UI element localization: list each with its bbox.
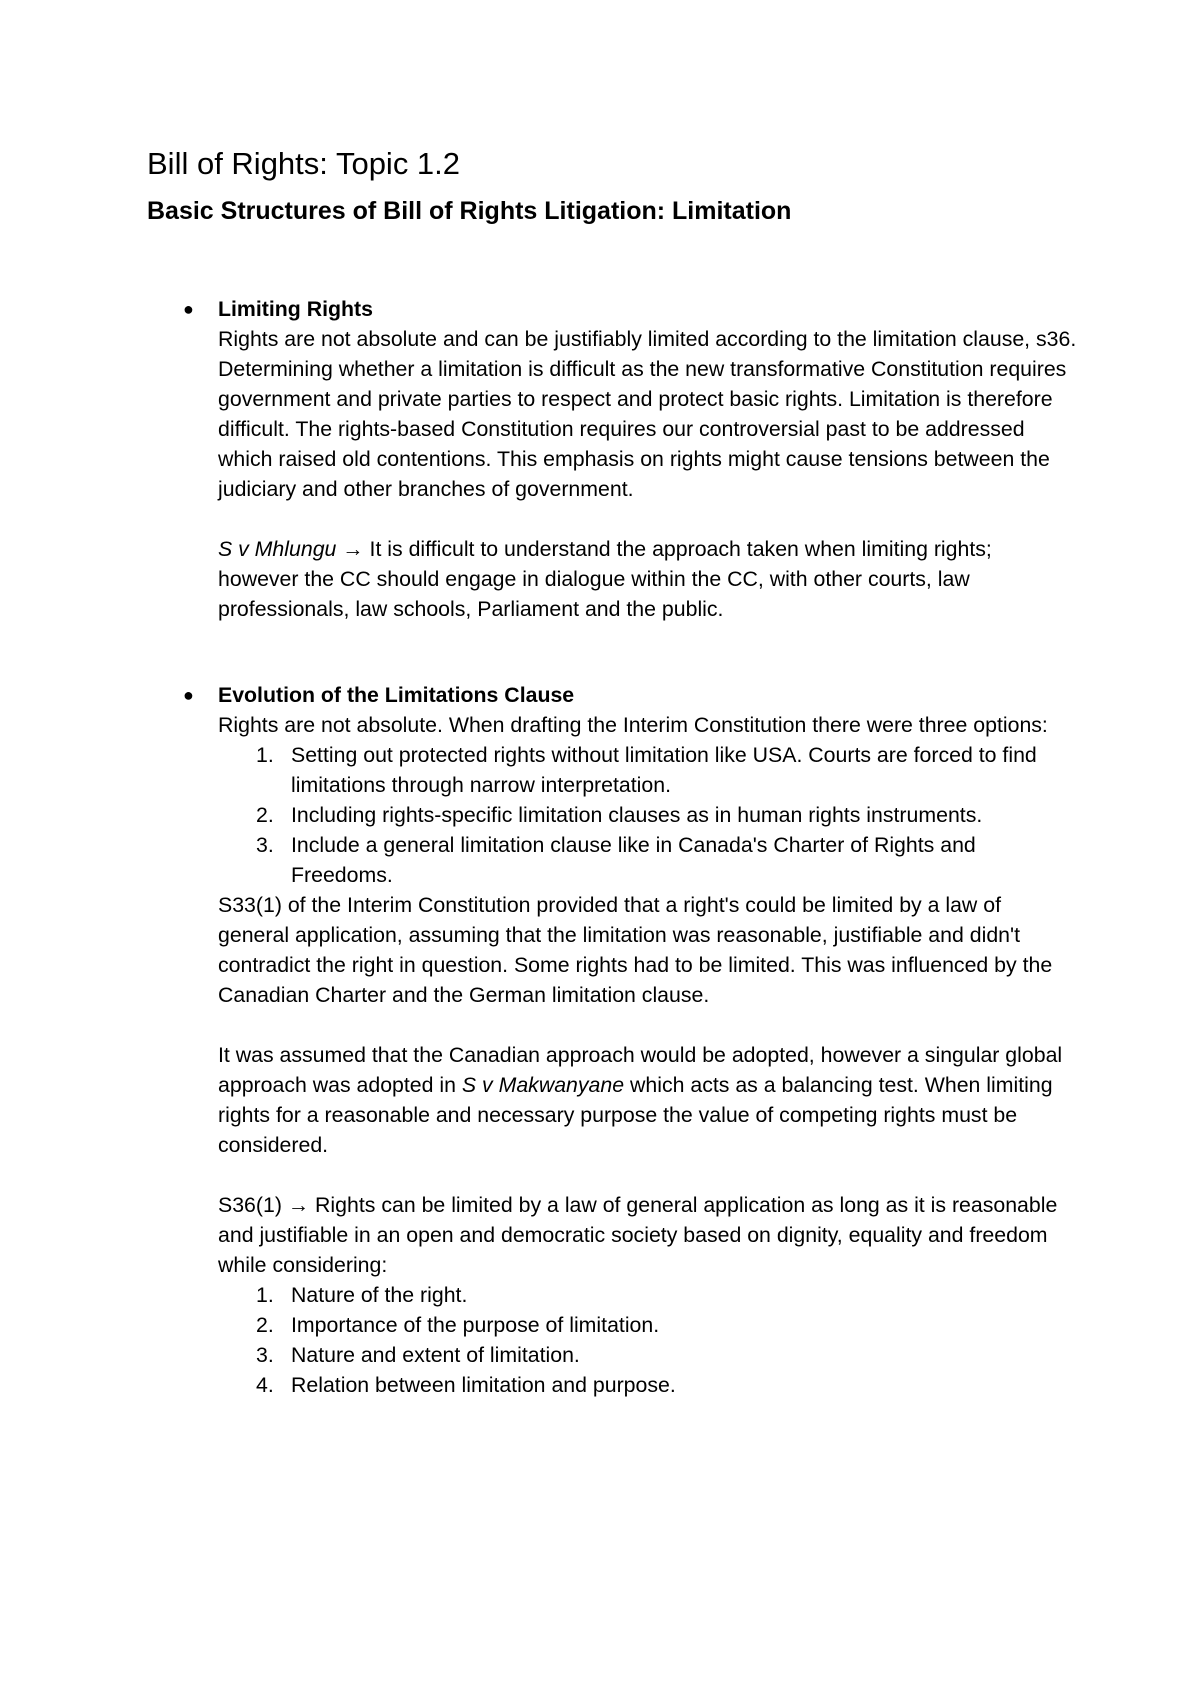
- list-item: [218, 800, 1077, 830]
- paragraph: [218, 1040, 1077, 1160]
- section-evolution: [147, 680, 1077, 1400]
- list-number: 3.: [256, 1343, 274, 1367]
- list-text: Nature of the right.: [291, 1283, 468, 1307]
- paragraph: Rights are not absolute. When drafting the Interim Constitution there were three options:: [218, 713, 1048, 737]
- bullet-icon: ●: [183, 299, 194, 319]
- list-item: [218, 740, 1077, 800]
- case-text: → It is difficult to understand the approach taken when limiting rights; however the CC should engage in dialogue within the CC, with other courts, law professionals, law schools, Parliament and the public.: [218, 537, 992, 621]
- case-name: S v Makwanyane: [461, 1073, 625, 1097]
- list-number: 2.: [256, 803, 274, 827]
- text-segment: which acts as a balancing test. When limiting rights for a reasonable and necessary purpose the value of competing rights must be considered.: [218, 1073, 1053, 1157]
- list-number: 4.: [256, 1373, 274, 1397]
- page-title: Bill of Rights: Topic 1.2: [147, 146, 461, 181]
- list-item: [218, 1280, 1077, 1310]
- list-item: [218, 1370, 1077, 1400]
- factors-list: [218, 1280, 1077, 1400]
- list-text: Setting out protected rights without limitation like USA. Courts are forced to find limitations through narrow interpretation.: [291, 743, 1037, 797]
- paragraph: S36(1) → Rights can be limited by a law of general application as long as it is reasonable and justifiable in an open and democratic society based on dignity, equality and freedom while considering:: [218, 1193, 1058, 1277]
- list-text: Importance of the purpose of limitation.: [291, 1313, 660, 1337]
- page-subtitle: Basic Structures of Bill of Rights Litigation: Limitation: [147, 197, 792, 225]
- list-text: Relation between limitation and purpose.: [291, 1373, 676, 1397]
- list-number: 2.: [256, 1313, 274, 1337]
- list-item: [218, 1310, 1077, 1340]
- list-text: Nature and extent of limitation.: [291, 1343, 580, 1367]
- bullet-icon: ●: [183, 685, 194, 705]
- paragraph: S33(1) of the Interim Constitution provided that a right's could be limited by a law of general application, assuming that the limitation was reasonable, justifiable and didn't contradict the right in question. Some rights had to be limited. This was influenced by the Canadian Charter and the German limitation clause.: [218, 893, 1053, 1007]
- section-heading: Limiting Rights: [218, 297, 373, 321]
- list-item: [218, 1340, 1077, 1370]
- text-segment: It was assumed that the Canadian approach would be adopted, however a singular global approach was adopted in: [218, 1043, 1063, 1097]
- options-list: [218, 740, 1077, 890]
- paragraph: Rights are not absolute and can be justifiably limited according to the limitation clause, s36. Determining whether a limitation is difficult as the new transformative Constitution requires government and private parties to respect and protect basic rights. Limitation is therefore difficult. The rights-based Constitution requires our controversial past to be addressed which raised old contentions. This emphasis on rights might cause tensions between the judiciary and other branches of government.: [218, 327, 1077, 501]
- list-item: [218, 830, 1077, 890]
- list-number: 1.: [256, 1283, 274, 1307]
- list-text: Include a general limitation clause like in Canada's Charter of Rights and Freedoms.: [291, 833, 976, 887]
- section-heading: Evolution of the Limitations Clause: [218, 683, 575, 707]
- list-number: 1.: [256, 743, 274, 767]
- document-page: [147, 146, 1077, 1400]
- list-number: 3.: [256, 833, 274, 857]
- list-text: Including rights-specific limitation clauses as in human rights instruments.: [291, 803, 983, 827]
- section-limiting-rights: [147, 294, 1077, 624]
- case-paragraph: [218, 534, 1077, 624]
- case-name: S v Mhlungu: [218, 537, 337, 561]
